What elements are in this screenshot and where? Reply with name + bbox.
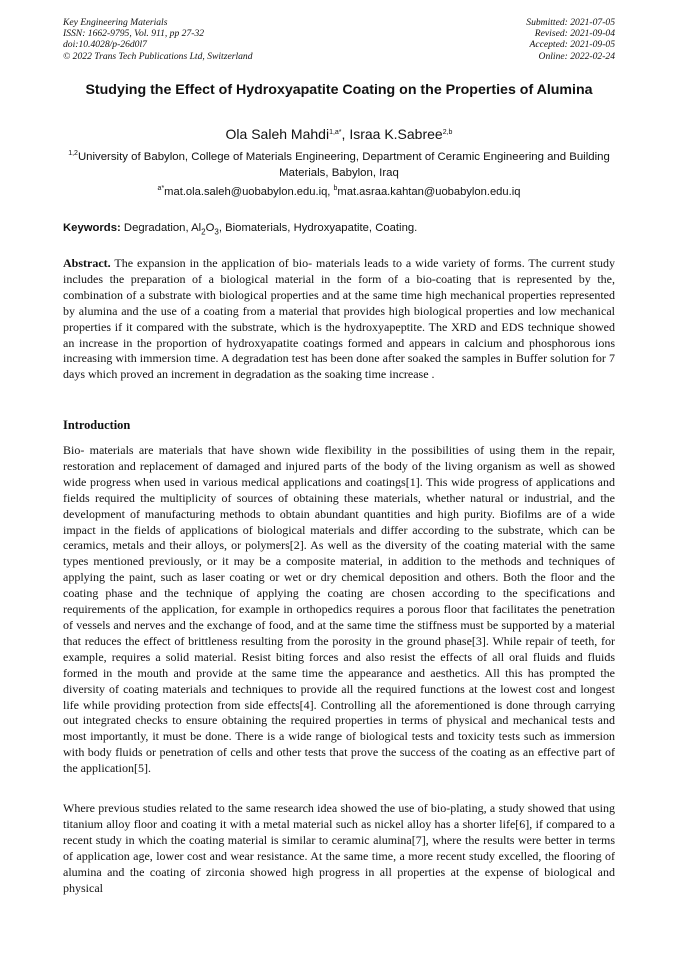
email-a-link[interactable]: mat.ola.saleh@uobabylon.edu.iq, (164, 186, 334, 198)
author-2: Israa K.Sabree (349, 126, 443, 142)
introduction-heading: Introduction (63, 418, 131, 432)
affiliation-text: University of Babylon, College of Materials Engineering, Department of Ceramic Engineering and Building Materials, Babylon, Iraq (77, 151, 610, 179)
author-1-marker: 1,a* (329, 129, 342, 136)
subscript-3: 3 (214, 227, 219, 237)
author-list (0, 125, 678, 143)
author-separator: , (341, 126, 350, 142)
abstract-label: Abstract. (63, 256, 111, 270)
issn-line: ISSN: 1662-9795, Vol. 911, pp 27-32 (63, 28, 205, 40)
introduction-paragraph-2: Where previous studies related to the same research idea showed the use of bio-plating, a study showed that using titanium alloy floor and coating it with a metal material such as nickel alloy has a shorter life[6], if compared to a recent study in which the coating material is similar to ceramic alumina[7], where the results were better in terms of application age, lower cost and wear resistance. At the same time, a more recent study excelled, the flooring of alumina and the coating of zirconia showed high progress in all properties at the expense of biological and physical (63, 801, 615, 895)
accepted-date: Accepted: 2021-09-05 (529, 39, 615, 51)
journal-name: Key Engineering Materials (63, 17, 168, 28)
keywords (63, 221, 615, 239)
abstract-text: The expansion in the application of bio- materials leads to a wide variety of forms. The current study includes the preparation of a biological material in the form of a bio-coating that is represented by the, combination of a substrate with biological properties and at the same time high mechanical properties represented by alumina and the use of a coating from a material that provides high biological properties and low mechanical properties if it compared with the substrate, which is the hydroxyapeptite. The XRD and EDS technique showed an increase in the proportion of hydroxyapatite coatings formed and appears in calcium and phosphorous ions increasing with immersion time. A degradation test has been done after soaked the samples in Buffer solution for 7 days which proved an increment in degradation as the soaking time increase . (63, 256, 615, 382)
keywords-text-end: , Biomaterials, Hydroxyapatite, Coating. (218, 222, 418, 234)
abstract (63, 256, 615, 383)
introduction-paragraph-1: Bio- materials are materials that have shown wide flexibility in the possibilities of using them in the repair, restoration and replacement of damaged and injured parts of the body of the living organism as well as showed wide progress when used in various medical applications and coatings[1]. This wide progress of applications and fields required the multiplicity of sources of obtaining these materials, whether natural or industrial, and the development of manufacturing methods to obtain abundant quantities and high purity. Biofilms are of a wide impact in the fields of applications of biological materials and differ according to the substrate, which can be ceramics, metals and their alloys, or polymers[2]. As well as the diversity of the coating material with the same types mentioned previously, or it may be a composite material, in addition to the methods and techniques of applying the paint, such as laser coating or wet or dry chemical deposition and others. Both the floor and the coating phase and the technique of applying the coating are chosen according to the specifications and requirements of the application, for example in orthopedics requires a porous floor that facilitates the penetration of vessels and nerves and the exchange of food, and at the same time the stiffness must be supported by a material that reduces the effect of brittleness resulting from the porosity in the ground phase[3]. While repair of teeth, for example, requires a solid material. Resist biting forces and also resist the effects of all oral fluids and fluids formed in the mouth and provide at the same time the appearance and aesthetics. All this has prompted the diversity of coating materials and techniques to provide all the required functions at the lowest cost and longest life while providing protection from side effects[4]. Controlling all the aforementioned is done through carrying out integrated checks to ensure obtaining the required properties in terms of physical and mechanical tests and most importantly, it must be done. There is a wide range of biological tests and toxicity tests such as immersion with body fluids or penetration of cells and other tests that prove the success of the coating as an effective part of the application[5]. (63, 443, 615, 776)
doi-line: doi:10.4028/p-26d0l7 (63, 39, 147, 51)
author-1: Ola Saleh Mahdi (225, 126, 330, 142)
author-emails (0, 185, 678, 199)
keywords-label: Keywords: (63, 222, 121, 234)
revised-date: Revised: 2021-09-04 (534, 28, 615, 40)
paper-title: Studying the Effect of Hydroxyapatite Coating on the Properties of Alumina (85, 82, 593, 98)
email-b-marker: b (333, 185, 338, 192)
affiliation-marker: 1,2 (68, 150, 78, 157)
email-a-marker: a* (157, 185, 165, 192)
publication-dates (526, 17, 615, 62)
online-date: Online: 2022-02-24 (538, 50, 615, 62)
author-2-marker: 2,b (442, 129, 453, 136)
keywords-oxygen: O (205, 222, 215, 234)
submitted-date: Submitted: 2021-07-05 (526, 17, 615, 28)
copyright-line: © 2022 Trans Tech Publications Ltd, Switzerland (63, 50, 253, 62)
keywords-text-start: Degradation, Al (120, 222, 202, 234)
email-b-link[interactable]: mat.asraa.kahtan@uobabylon.edu.iq (337, 186, 521, 198)
affiliation (60, 149, 618, 181)
journal-info (63, 17, 253, 62)
subscript-2: 2 (201, 227, 206, 237)
